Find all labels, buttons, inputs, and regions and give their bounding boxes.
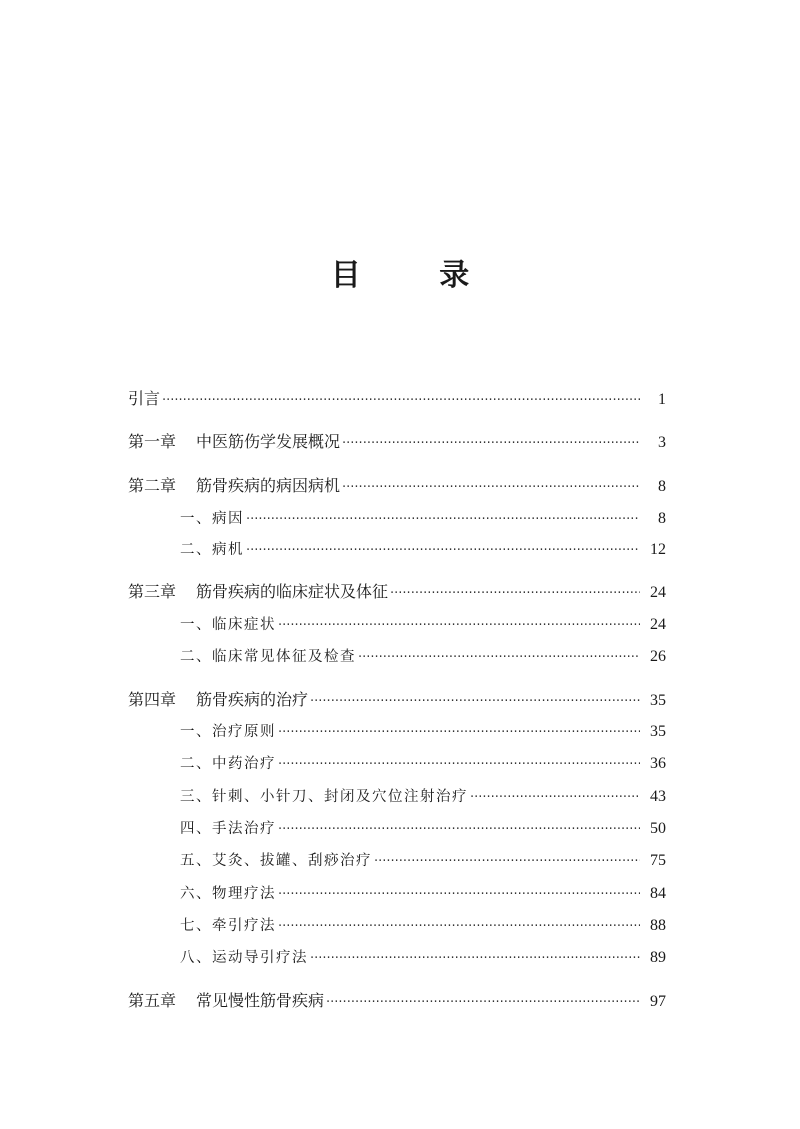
page-number: 35 xyxy=(650,723,666,740)
entry-title: 六、物理疗法 xyxy=(180,886,276,902)
entry-title: 筋骨疾病的治疗 xyxy=(196,690,309,709)
chapter-number: 第一章 xyxy=(128,432,177,451)
dot-leader xyxy=(342,432,640,456)
toc-chapter-entry xyxy=(128,989,666,1013)
entry-title: 三、针刺、小针刀、封闭及穴位注射治疗 xyxy=(180,789,468,805)
entry-title: 二、病机 xyxy=(180,542,244,558)
entry-label xyxy=(180,946,308,970)
entry-label xyxy=(128,989,324,1013)
toc-section-entry xyxy=(180,538,666,562)
page-number: 3 xyxy=(658,434,666,451)
dot-leader xyxy=(358,646,640,670)
chapter-number: 第二章 xyxy=(128,476,177,495)
dot-leader xyxy=(342,476,640,500)
page-number: 43 xyxy=(650,788,666,805)
toc-section-entry xyxy=(180,914,666,938)
entry-label xyxy=(180,817,276,841)
toc-section-entry xyxy=(180,849,666,873)
toc-section-entry xyxy=(180,785,666,809)
entry-title: 五、艾灸、拔罐、刮痧治疗 xyxy=(180,853,372,869)
entry-title: 一、治疗原则 xyxy=(180,724,276,740)
entry-title: 四、手法治疗 xyxy=(180,821,276,837)
entry-label xyxy=(180,645,356,669)
page-number: 1 xyxy=(658,391,666,408)
toc-chapter-entry xyxy=(128,430,666,454)
dot-leader xyxy=(278,721,640,745)
toc-section-entry xyxy=(180,613,666,637)
page-number: 8 xyxy=(658,510,666,527)
entry-label xyxy=(180,538,244,562)
entry-label xyxy=(180,720,276,744)
toc-section-entry xyxy=(180,882,666,906)
entry-label xyxy=(128,580,388,604)
entry-label xyxy=(128,387,160,411)
page-number: 8 xyxy=(658,478,666,495)
page-number: 24 xyxy=(650,616,666,633)
page-number: 88 xyxy=(650,917,666,934)
entry-label xyxy=(128,430,340,454)
dot-leader xyxy=(470,786,640,810)
page-number: 50 xyxy=(650,820,666,837)
dot-leader xyxy=(246,508,640,532)
dot-leader xyxy=(162,389,640,413)
page-number: 89 xyxy=(650,949,666,966)
entry-title: 筋骨疾病的临床症状及体征 xyxy=(196,582,389,601)
entry-title: 一、病因 xyxy=(180,511,244,527)
dot-leader xyxy=(310,690,640,714)
entry-title: 中医筋伤学发展概况 xyxy=(196,432,341,451)
page-number: 97 xyxy=(650,993,666,1010)
entry-label xyxy=(180,849,372,873)
entry-label xyxy=(180,752,276,776)
entry-title: 二、临床常见体征及检查 xyxy=(180,649,356,665)
page-number: 84 xyxy=(650,885,666,902)
chapter-number: 第四章 xyxy=(128,690,177,709)
page-number: 26 xyxy=(650,648,666,665)
toc-chapter-entry xyxy=(128,580,666,604)
toc-section-entry xyxy=(180,817,666,841)
toc-section-entry xyxy=(180,720,666,744)
entry-title: 常见慢性筋骨疾病 xyxy=(196,991,325,1010)
dot-leader xyxy=(278,915,640,939)
entry-title: 引言 xyxy=(128,389,161,408)
entry-title: 八、运动导引疗法 xyxy=(180,950,308,966)
page-title: 目 录 xyxy=(330,258,504,293)
page-number: 35 xyxy=(650,692,666,709)
dot-leader xyxy=(374,850,640,874)
toc-section-entry xyxy=(180,946,666,970)
toc-section-entry xyxy=(180,752,666,776)
page-number: 24 xyxy=(650,584,666,601)
entry-title: 七、牵引疗法 xyxy=(180,918,276,934)
entry-label xyxy=(128,474,340,498)
dot-leader xyxy=(278,818,640,842)
entry-title: 一、临床症状 xyxy=(180,617,276,633)
dot-leader xyxy=(310,947,640,971)
toc-section-entry xyxy=(180,645,666,669)
entry-title: 筋骨疾病的病因病机 xyxy=(196,476,341,495)
entry-label xyxy=(180,785,468,809)
page-number: 36 xyxy=(650,755,666,772)
toc-chapter-entry xyxy=(128,387,666,411)
entry-label xyxy=(128,688,308,712)
chapter-number: 第五章 xyxy=(128,991,177,1010)
dot-leader xyxy=(246,539,640,563)
page-number: 75 xyxy=(650,852,666,869)
dot-leader xyxy=(278,614,640,638)
entry-label xyxy=(180,914,276,938)
entry-label xyxy=(180,507,244,531)
chapter-number: 第三章 xyxy=(128,582,177,601)
entry-title: 二、中药治疗 xyxy=(180,756,276,772)
dot-leader xyxy=(326,991,640,1015)
dot-leader xyxy=(278,883,640,907)
dot-leader xyxy=(390,582,640,606)
page-number: 12 xyxy=(650,541,666,558)
toc-section-entry xyxy=(180,507,666,531)
dot-leader xyxy=(278,753,640,777)
toc-chapter-entry xyxy=(128,474,666,498)
entry-label xyxy=(180,613,276,637)
toc-chapter-entry xyxy=(128,688,666,712)
entry-label xyxy=(180,882,276,906)
